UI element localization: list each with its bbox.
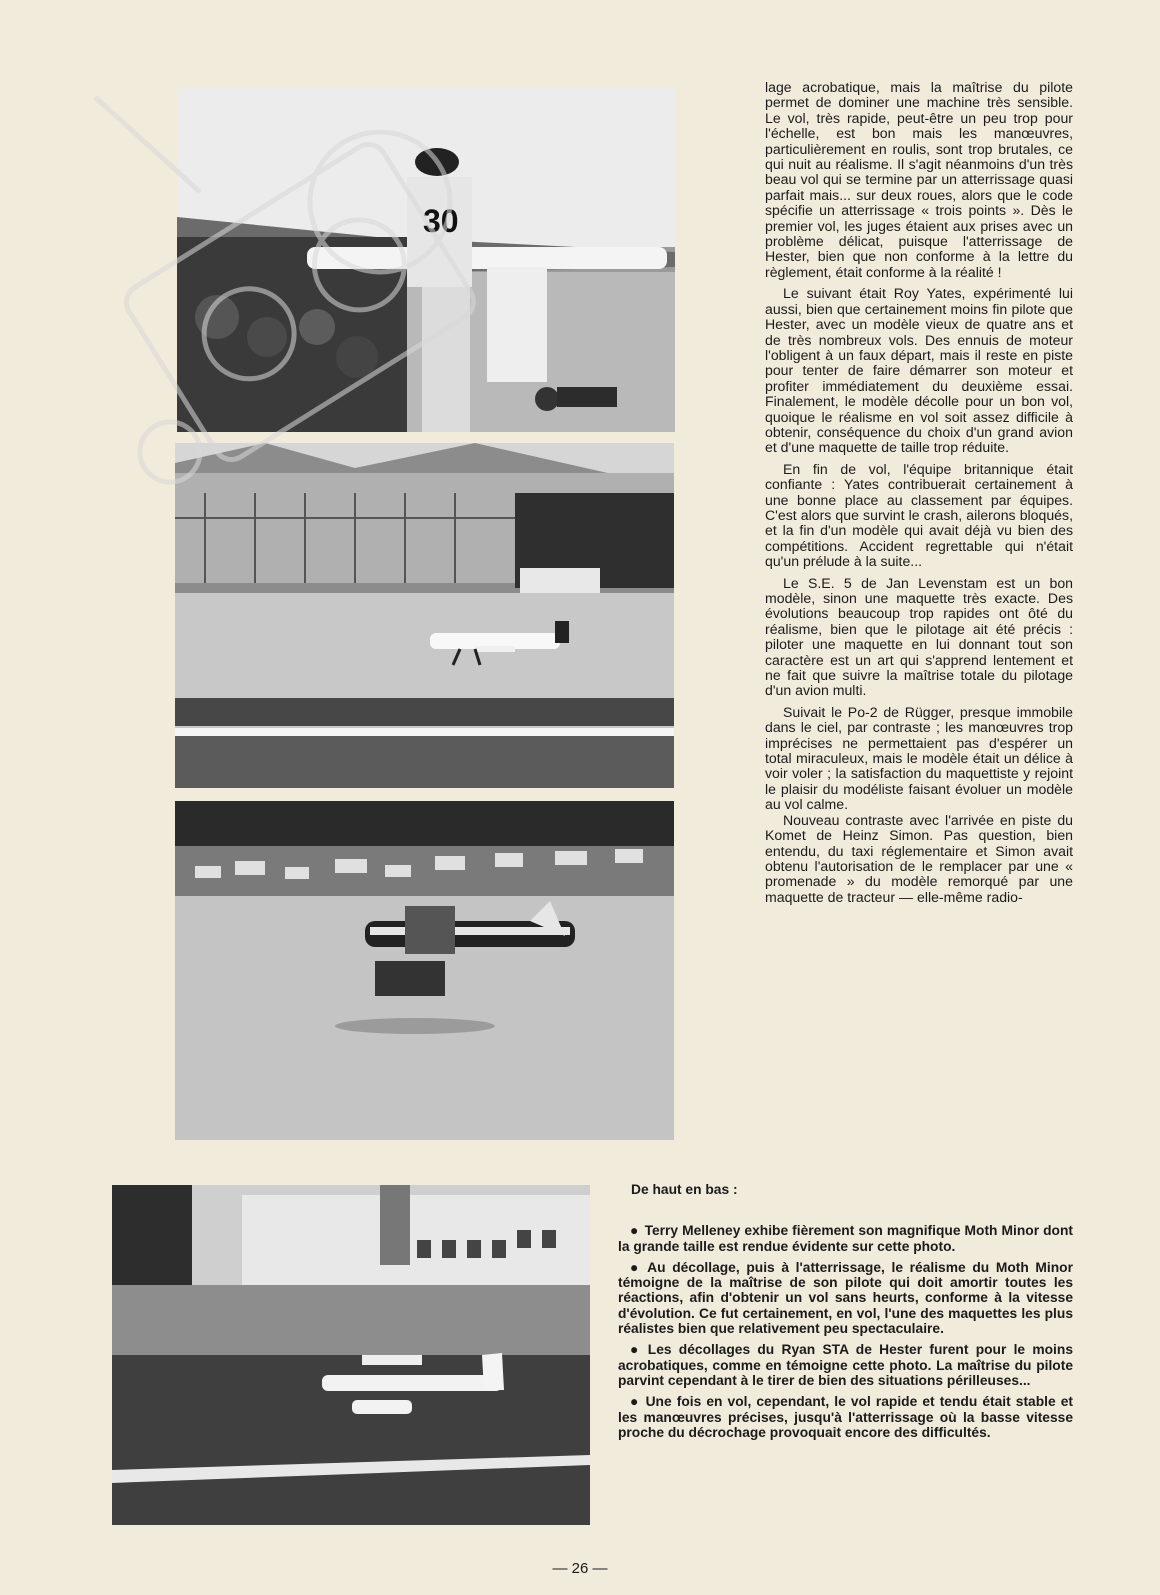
- bullet-icon: ●: [630, 1394, 640, 1410]
- paragraph: Suivait le Po-2 de Rügger, presque immobile dans le ciel, par contraste ; les manœuvres trop imprécises ne permettaient pas d'espérer un total miraculeux, mais le modèle était un délice à voir voler ; la satisfaction du maquettiste y rejoint le plaisir du modéliste faisant évoluer un modèle au vol calme.: [765, 703, 1073, 813]
- caption-item: [618, 1342, 1073, 1388]
- article-column: [765, 80, 1073, 911]
- caption-text: Terry Melleney exhibe fièrement son magnifique Moth Minor dont la grande taille est rendue évidente sur cette photo.: [618, 1223, 1074, 1254]
- paragraph: lage acrobatique, mais la maîtrise du pilote permet de dominer une machine très sensible. Le vol, très rapide, peut-être un peu trop pour l'échelle, est bon mais les manœuvres, particulièrement en roulis, sont trop brutales, ce qui nuit au réalisme. Il s'agit néanmoins d'un très beau vol qui se termine par un atterrissage quasi parfait mais... sur deux roues, alors que le code spécifie un atterrissage « trois points ». Dès le premier vol, les juges étaient aux prises avec un problème délicat, puisque l'atterrissage de Hester, bien que non conforme à la lettre du règlement, était conforme à la réalité !: [765, 79, 1073, 280]
- caption-item: [618, 1394, 1073, 1440]
- caption-text: Au décollage, puis à l'atterrissage, le réalisme du Moth Minor témoigne de la maîtrise de son pilote qui doit amortir toutes les réactions, afin d'obtenir un vol sans heurts, conforme à la vitesse d'évolution. Ce fut certainement, en vol, l'une des maquettes les plus réalistes bien que relativement peu spectaculaire.: [618, 1259, 1073, 1337]
- photo-ryan-sta-takeoff: [175, 801, 674, 1140]
- caption-text: Une fois en vol, cependant, le vol rapide et tendu était stable et les manœuvres précises, jusqu'à l'atterrissage où la basse vitesse proche du décrochage provoquait encore des difficultés.: [618, 1394, 1074, 1440]
- bib-number: 30: [423, 203, 459, 239]
- caption-heading: De haut en bas :: [631, 1182, 738, 1197]
- paragraph: En fin de vol, l'équipe britannique était confiante : Yates contribuerait certainement à une bonne place au classement par équipes. C'est alors que survint le crash, ailerons bloqués, et la fin d'un modèle qui avait déjà vu bien des compétitions. Accident regrettable qui n'était qu'un prélude à la suite...: [765, 460, 1073, 570]
- paragraph: Nouveau contraste avec l'arrivée en piste du Komet de Heinz Simon. Pas question, bien entendu, du taxi réglementaire et Simon avait obtenu l'autorisation de le remplacer par une « promenade » du modèle remorqué par une maquette de tracteur — elle-même radio-: [765, 811, 1073, 905]
- bullet-icon: ●: [630, 1259, 642, 1275]
- paragraph: Le S.E. 5 de Jan Levenstam est un bon modèle, sinon une maquette très exacte. Des évolutions beaucoup trop rapides ont ôté du réalisme, bien que le pilotage ait été précis : piloter une maquette en lui donnant tout son caractère est un art qui s'apprend lentement et ne fait que suivre la maîtrise totale du pilotage d'un avion multi.: [765, 574, 1073, 699]
- photo-moth-minor-landing: [175, 443, 674, 788]
- photo-pilot-moth-minor: [177, 87, 675, 432]
- photo-ryan-sta-landing: [112, 1185, 590, 1525]
- page-number: — 26 —: [552, 1560, 608, 1577]
- caption-item: [618, 1260, 1073, 1336]
- bullet-icon: ●: [630, 1342, 642, 1358]
- caption-text: Les décollages du Ryan STA de Hester furent pour le moins acrobatiques, comme en témoigne cette photo. La maîtrise du pilote parvint cependant à le tirer de bien des situations périlleuses...: [618, 1342, 1073, 1388]
- caption-item: [618, 1223, 1073, 1254]
- paragraph: Le suivant était Roy Yates, expérimenté lui aussi, bien que certainement moins fin pilote que Hester, avec un modèle vieux de quatre ans et de très nombreux vols. Des ennuis de moteur l'obligent à un faux départ, mais il reste en piste pour tenter de faire démarrer son moteur et profiter immédiatement du deuxième essai. Finalement, le modèle décolle pour un bon vol, quoique le réalisme en vol soit assez difficile à obtenir, conséquence du choix d'un grand avion et d'une maquette de taille trop réduite.: [765, 285, 1073, 456]
- photo-captions: [618, 1182, 1073, 1446]
- bullet-icon: ●: [630, 1223, 639, 1239]
